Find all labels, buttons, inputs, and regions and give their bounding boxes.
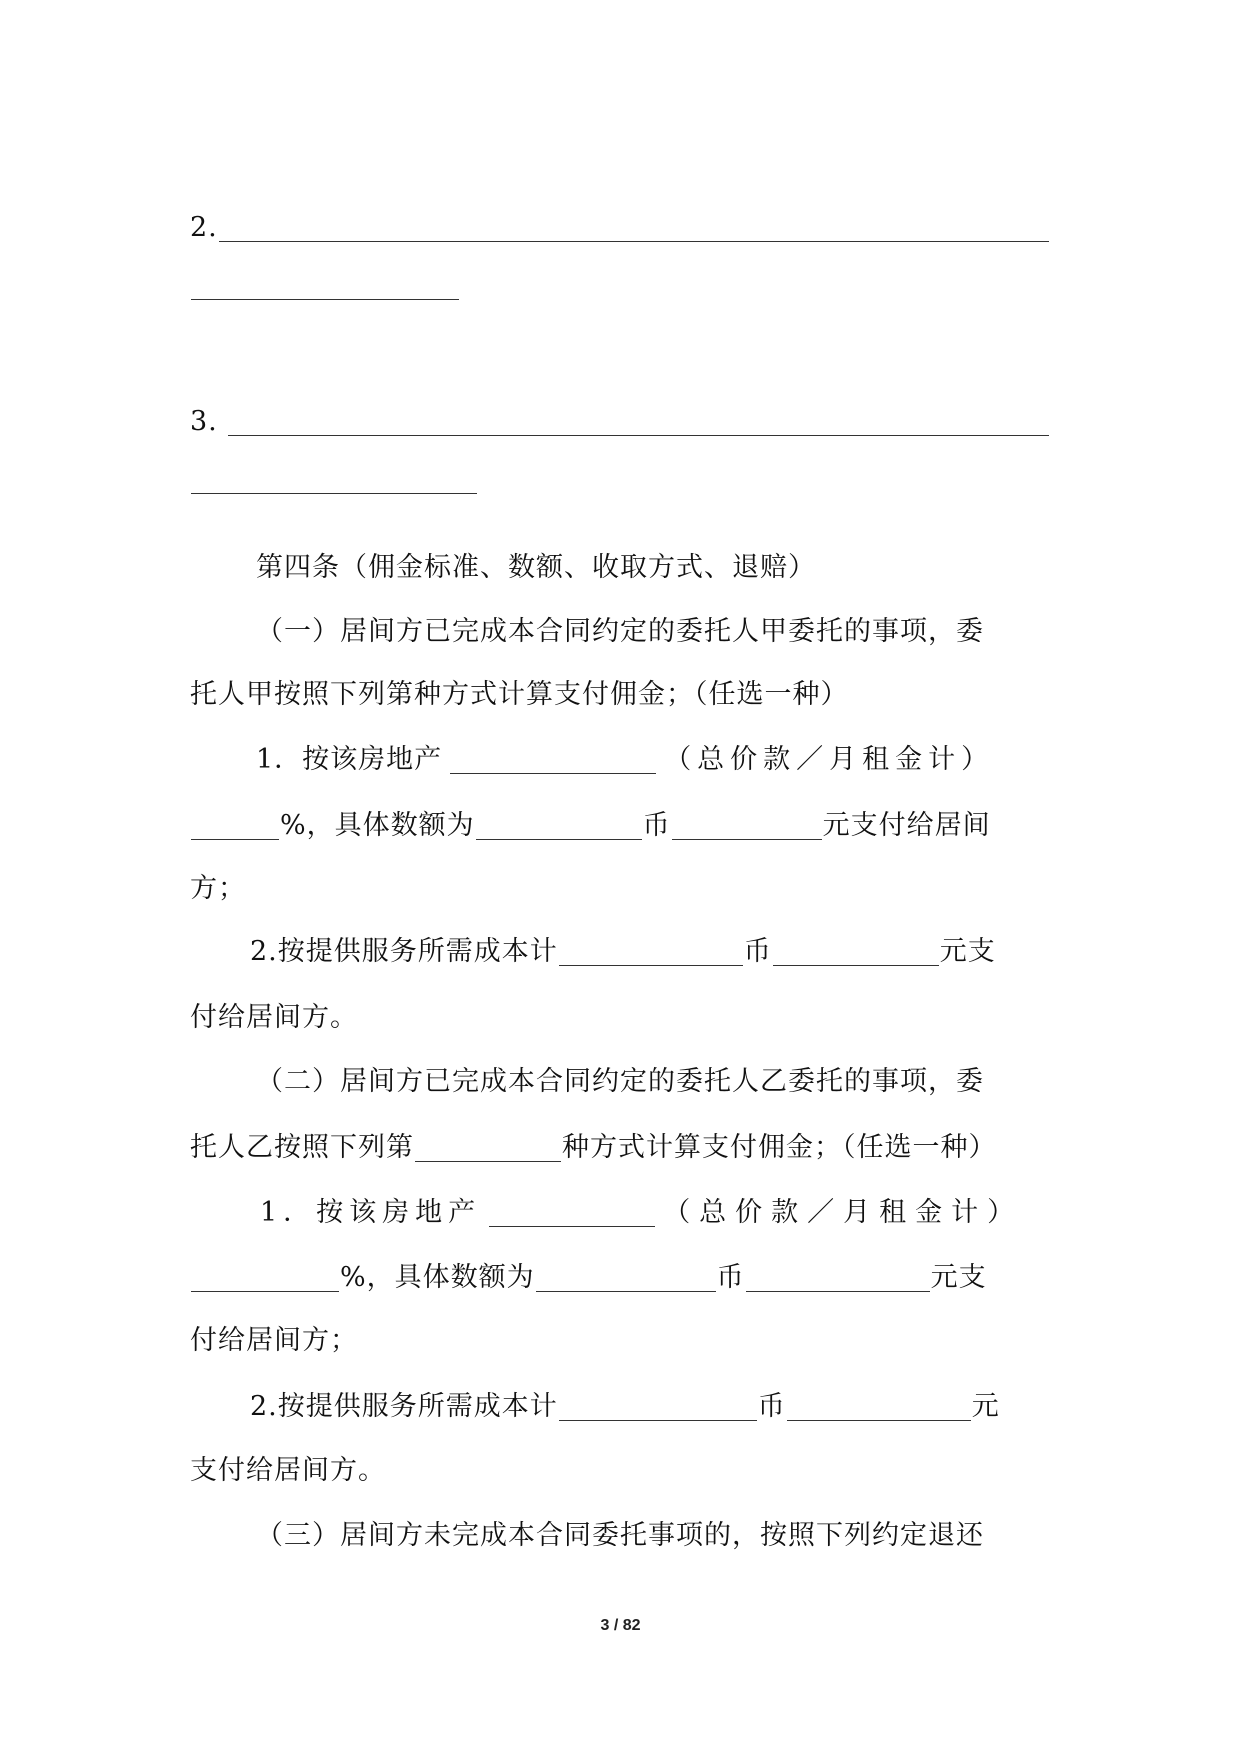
option-b1-line: [250, 932, 1050, 972]
item-3-continuation: [190, 460, 1050, 500]
clause-1-line-1: [256, 612, 1050, 652]
option-c2-amount-blank: [536, 1265, 716, 1292]
option-a1-prefix: 1．按该房地产: [256, 744, 443, 775]
option-d1-line: [250, 1387, 1050, 1427]
item-2-continuation: [190, 266, 1050, 306]
clause-1-text-b: 托人甲按照下列第种方式计算支付佣金；（任选一种）: [190, 679, 849, 710]
item-2-blank: [219, 215, 1049, 242]
clause-2-line-2: [190, 1128, 1060, 1168]
item-3-number: 3.: [190, 406, 218, 437]
option-d2-text: 支付给居间方。: [190, 1455, 386, 1486]
clause-1-text-a: （一）居间方已完成本合同约定的委托人甲委托的事项，委: [256, 616, 984, 647]
option-c1-line: [260, 1193, 1050, 1233]
option-b1-currency: 币: [743, 936, 772, 967]
option-d1-yuan-text: 元: [971, 1391, 1000, 1422]
option-c2-percent-blank: [191, 1265, 339, 1292]
option-a1-suffix: （总价款／月租金计）: [664, 744, 995, 775]
option-c3-text: 付给居间方；: [190, 1325, 358, 1356]
option-c2-yuan-blank: [746, 1265, 930, 1292]
option-a2-percent-text: %，具体数额为: [280, 810, 475, 841]
option-c2-currency: 币: [716, 1262, 745, 1293]
article-4-title-text: 第四条（佣金标准、数额、收取方式、退赔）: [256, 552, 816, 583]
option-c2-percent-text: %，具体数额为: [340, 1262, 535, 1293]
clause-1-line-2: [190, 675, 1050, 715]
option-a3-line: [190, 869, 1050, 909]
option-c1-prefix: 1．按该房地产: [260, 1197, 482, 1228]
option-c2-yuan-text: 元支: [930, 1262, 987, 1293]
article-4-title: [256, 548, 1050, 588]
option-d1-currency: 币: [757, 1391, 786, 1422]
option-a2-currency: 币: [642, 810, 671, 841]
option-d1-amount-blank: [559, 1394, 757, 1421]
option-c2-line: [190, 1258, 1050, 1298]
option-a3-text: 方；: [190, 873, 246, 904]
option-a2-percent-blank: [191, 813, 279, 840]
item-3-blank: [228, 409, 1049, 436]
option-d1-prefix: 2.按提供服务所需成本计: [250, 1391, 558, 1422]
option-a1-line: [256, 740, 1050, 780]
option-b1-amount-blank: [559, 939, 743, 966]
clause-2-line-1: [256, 1062, 1050, 1102]
option-d2-line: [190, 1451, 1050, 1491]
option-d1-yuan-blank: [787, 1394, 971, 1421]
page-number: 3 / 82: [600, 1617, 641, 1634]
clause-2-text-b-suffix: 种方式计算支付佣金；（任选一种）: [562, 1132, 997, 1163]
clause-2-text-b-prefix: 托人乙按照下列第: [190, 1132, 414, 1163]
option-b2-line: [190, 998, 1050, 1038]
option-b1-yuan-text: 元支: [939, 936, 996, 967]
item-3-blank-continued: [191, 467, 477, 494]
option-c1-blank: [489, 1200, 655, 1227]
item-2-blank-continued: [191, 273, 459, 300]
clause-2-method-blank: [415, 1135, 561, 1162]
option-b1-prefix: 2.按提供服务所需成本计: [250, 936, 558, 967]
clause-2-text-a: （二）居间方已完成本合同约定的委托人乙委托的事项，委: [256, 1066, 984, 1097]
option-c1-suffix: （总价款／月租金计）: [663, 1197, 1024, 1228]
clause-3-line-1: [256, 1516, 1050, 1556]
option-a2-yuan-text: 元支付给居间: [822, 810, 991, 841]
option-a2-line: [190, 806, 1050, 846]
option-b1-yuan-blank: [773, 939, 939, 966]
option-a2-yuan-blank: [672, 813, 822, 840]
clause-3-text: （三）居间方未完成本合同委托事项的，按照下列约定退还: [256, 1520, 984, 1551]
item-2-line: [190, 208, 1050, 248]
item-3-line: [190, 402, 1050, 442]
option-b2-text: 付给居间方。: [190, 1002, 358, 1033]
option-c3-line: [190, 1321, 1050, 1361]
option-a2-amount-blank: [476, 813, 642, 840]
option-a1-blank: [450, 747, 656, 774]
item-2-number: 2.: [190, 212, 218, 243]
